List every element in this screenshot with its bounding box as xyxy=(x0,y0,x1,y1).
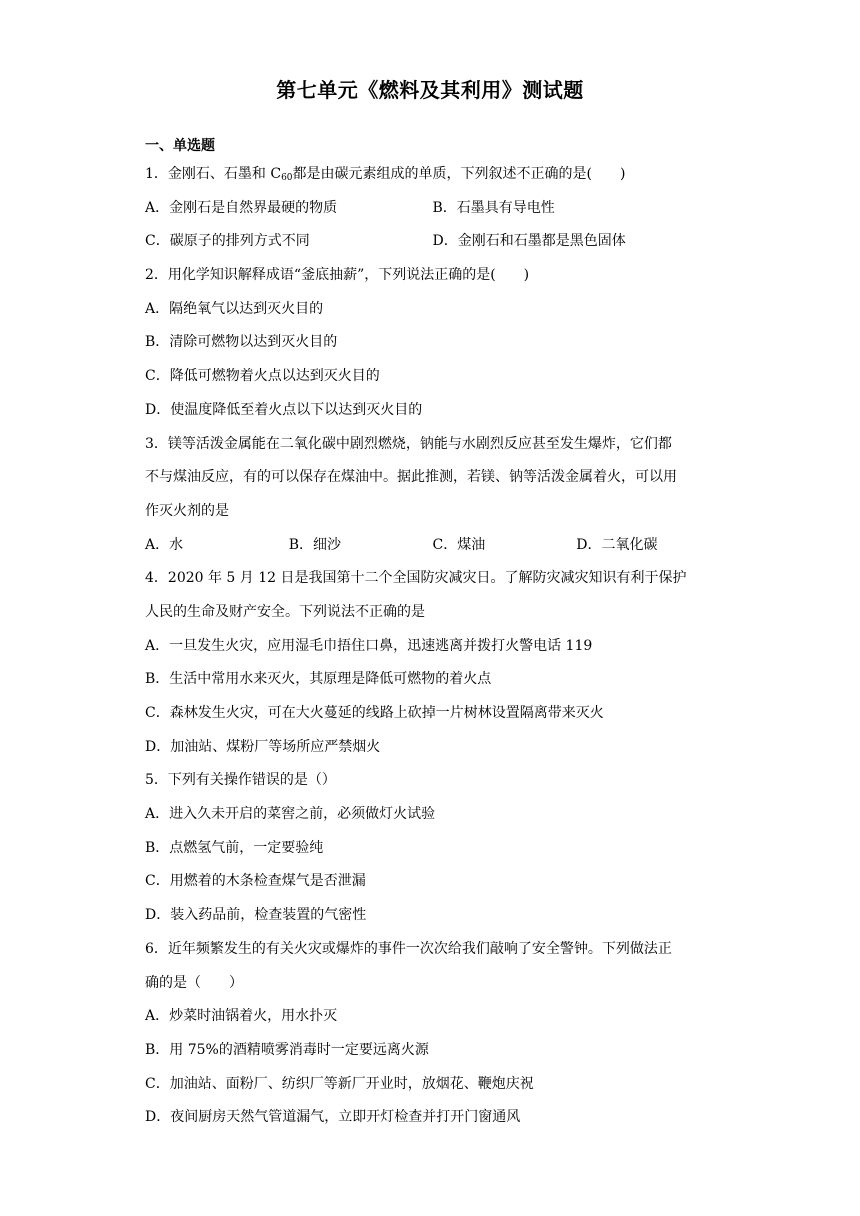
question-5-stem: 5．下列有关操作错误的是（） xyxy=(145,772,336,789)
question-6-option-a: A．炒菜时油锅着火，用水扑灭 xyxy=(145,1008,338,1025)
question-1-subscript: 60 xyxy=(281,173,293,183)
question-1-stem xyxy=(145,158,720,192)
question-4-stem-line-2: 人民的生命及财产安全。下列说法不正确的是 xyxy=(145,603,425,620)
question-6-option-c: C．加油站、面粉厂、纺织厂等新厂开业时，放烟花、鞭炮庆祝 xyxy=(145,1075,534,1092)
question-4-option-c: C．森林发生火灾，可在大火蔓延的线路上砍掉一片树林设置隔离带来灭火 xyxy=(145,705,604,721)
question-1-options-row-1 xyxy=(145,192,720,226)
question-4-option-b: B．生活中常用水来灭火，其原理是降低可燃物的着火点 xyxy=(145,671,492,688)
question-1-option-a: A．金刚石是自然界最硬的物质 xyxy=(145,199,338,216)
question-6-option-d: D．夜间厨房天然气管道漏气，立即开灯检查并打开门窗通风 xyxy=(145,1109,521,1126)
question-4-option-d: D．加油站、煤粉厂等场所应严禁烟火 xyxy=(145,738,381,755)
question-6-stem-line-1: 6．近年频繁发生的有关火灾或爆炸的事件一次次给我们敲响了安全警钟。下列做法正 xyxy=(145,940,672,957)
question-3-options-row xyxy=(145,529,720,563)
question-2-option-b: B．清除可燃物以达到灭火目的 xyxy=(145,334,338,351)
question-3-stem-line-2: 不与煤油反应，有的可以保存在煤油中。据此推测，若镁、钠等活泼金属着火，可以用 xyxy=(145,469,677,486)
question-6-option-b: B．用 75%的酒精喷雾消毒时一定要远离火源 xyxy=(145,1041,429,1058)
question-4-option-a: A．一旦发生火灾，应用湿毛巾捂住口鼻，迅速逃离并拨打火警电话 119 xyxy=(145,637,593,654)
question-3-option-b: B．细沙 xyxy=(288,536,342,553)
question-1-option-c: C．碳原子的排列方式不同 xyxy=(145,233,310,250)
question-5-option-a: A．进入久未开启的菜窖之前，必须做灯火试验 xyxy=(145,806,436,823)
question-3-option-a: A．水 xyxy=(145,536,184,553)
question-4-stem-line-1: 4．2020 年 5 月 12 日是我国第十二个全国防灾减灾日。了解防灾减灾知识有利于保护 xyxy=(145,570,687,587)
question-list xyxy=(145,158,720,1135)
question-1-stem-part-b: 都是由碳元素组成的单质，下列叙述不正确的是( ) xyxy=(292,166,626,182)
question-1-option-d: D．金刚石和石墨都是黑色固体 xyxy=(432,233,626,250)
question-1-option-b: B．石墨具有导电性 xyxy=(432,199,555,216)
question-2-option-d: D．使温度降低至着火点以下以达到灭火目的 xyxy=(145,401,423,418)
question-5-option-d: D．装入药品前，检查装置的气密性 xyxy=(145,907,367,924)
section-heading: 一、单选题 xyxy=(145,138,215,154)
question-2-option-c: C．降低可燃物着火点以达到灭火目的 xyxy=(145,368,380,385)
question-5-option-c: C．用燃着的木条检查煤气是否泄漏 xyxy=(145,873,366,890)
question-3-option-d: D．二氧化碳 xyxy=(576,536,658,553)
question-3-stem-line-1: 3．镁等活泼金属能在二氧化碳中剧烈燃烧，钠能与水剧烈反应甚至发生爆炸，它们都 xyxy=(145,435,672,452)
question-1-stem-part-a: 1．金刚石、石墨和 C xyxy=(145,166,282,182)
question-5-option-b: B．点燃氢气前，一定要验纯 xyxy=(145,839,324,856)
question-1-options-row-2 xyxy=(145,225,720,259)
question-6-stem-line-2: 确的是（ ） xyxy=(145,974,243,991)
question-3-option-c: C．煤油 xyxy=(432,536,486,553)
question-2-stem: 2．用化学知识解释成语“釜底抽薪”，下列说法正确的是( ) xyxy=(145,267,530,284)
question-2-option-a: A．隔绝氧气以达到灭火目的 xyxy=(145,300,324,317)
question-3-stem-line-3: 作灭火剂的是 xyxy=(145,502,229,519)
page-title: 第七单元《燃料及其利用》测试题 xyxy=(276,78,584,102)
